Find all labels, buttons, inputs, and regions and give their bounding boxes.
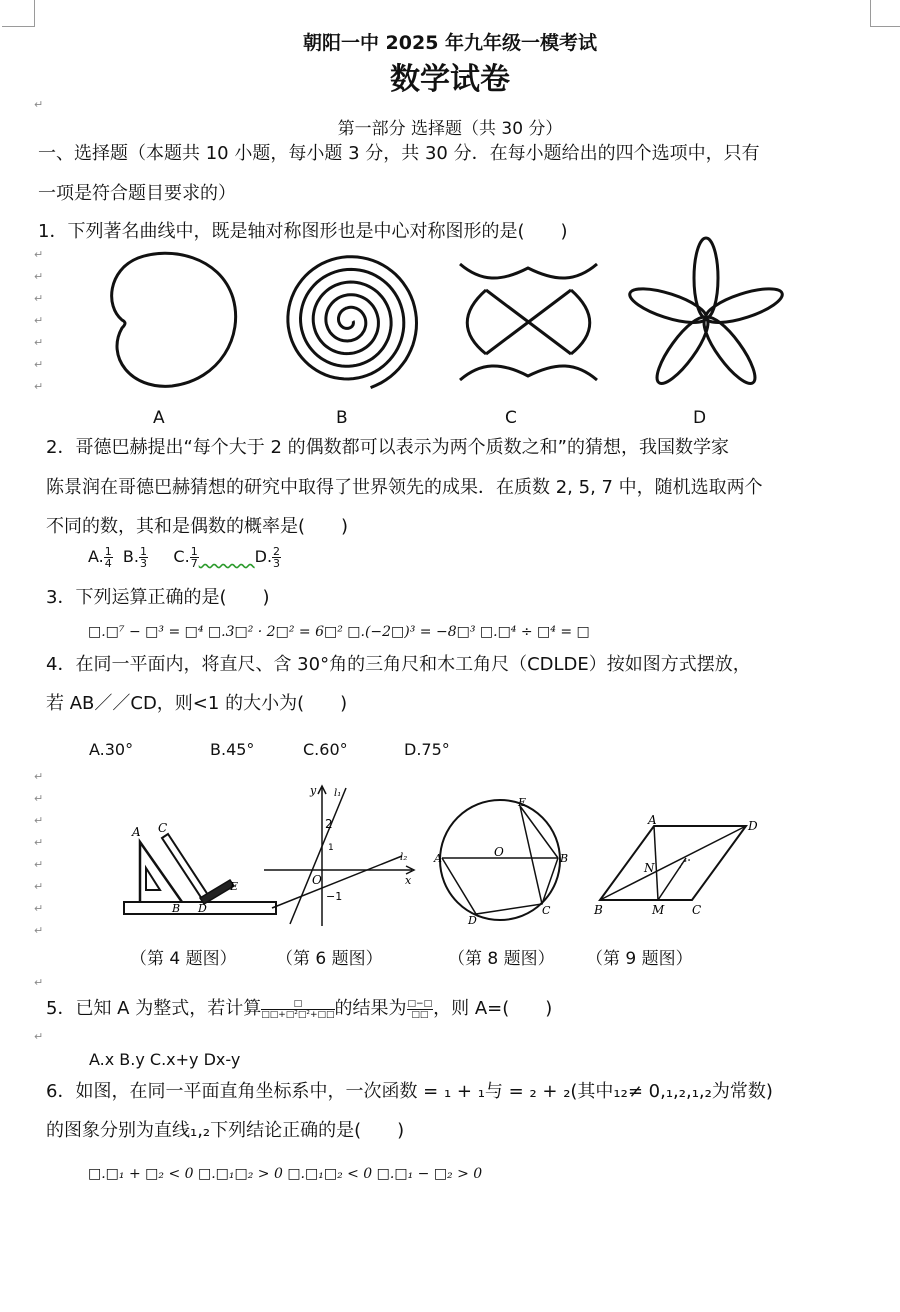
fig6-label-l2: l₂ <box>400 852 408 863</box>
subject-title: 数学试卷 <box>390 62 510 97</box>
question-4-option-b: B.45° <box>210 740 255 759</box>
fig4-label-d: D <box>198 902 207 915</box>
choice-label-c: C <box>505 408 517 428</box>
option-b-fraction: $\frac{1}{3}$ <box>139 545 147 570</box>
question-5-stem-middle: 的结果为 <box>334 998 407 1019</box>
figure-question-6 <box>262 784 422 929</box>
fig6-label-y: y <box>310 784 317 797</box>
fig6-label-minus-1: −1 <box>326 890 343 903</box>
paragraph-mark: ↵ <box>34 902 44 915</box>
fig9-label-c: C <box>692 903 702 917</box>
choice-label-d: D <box>693 408 707 428</box>
question-4-option-c: C.60° <box>303 740 348 759</box>
question-4-line-1: 4．在同一平面内，将直尺、含 30°角的三角尺和木工角尺（CDLDE）按如图方式摆放， <box>46 654 751 675</box>
five-petal-rose-curve-icon <box>630 242 780 387</box>
fig6-label-o: O <box>312 873 322 887</box>
paragraph-mark: ↵ <box>34 976 44 989</box>
crop-mark-top-right <box>870 0 900 27</box>
fig9-label-m: M <box>652 903 665 917</box>
paragraph-mark: ↵ <box>34 270 44 283</box>
paragraph-mark: ↵ <box>34 336 44 349</box>
question-4-option-a: A.30° <box>89 740 134 759</box>
option-d-fraction: $\frac{2}{3}$ <box>273 545 281 570</box>
fig6-label-l1: l₁ <box>334 788 342 799</box>
question-1-stem: 1．下列著名曲线中，既是轴对称图形也是中心对称图形的是( ) <box>38 221 568 242</box>
fig6-label-x: x <box>405 874 412 887</box>
question-5-options: A.x B.y C.x+y Dx-y <box>89 1050 241 1069</box>
question-5-stem-before: 5．已知 A 为整式，若计算 <box>46 998 262 1019</box>
paragraph-mark: ↵ <box>34 380 44 393</box>
fig9-label-d: D <box>748 819 758 833</box>
caption-figure-9: （第 9 题图） <box>586 949 693 969</box>
fig8-label-c: C <box>542 904 551 917</box>
option-c-label: C. <box>173 547 190 566</box>
instructions-line-1: 一、选择题（本题共 10 小题，每小题 3 分，共 30 分．在每小题给出的四个选项中，只有 <box>38 143 760 164</box>
question-5-fraction-2: $\frac{□-□}{□□}$ <box>407 998 433 1020</box>
fig8-label-b: B <box>560 852 569 865</box>
question-4-line-2: 若 AB／／CD，则<1 的大小为( ) <box>46 693 348 714</box>
exam-title: 朝阳一中 2025 年九年级一模考试 <box>302 32 598 54</box>
question-6-line-1: 6．如图，在同一平面直角坐标系中，一次函数 = ₁ + ₁与 = ₂ + ₂(其中₁₂≠ 0,₁,₂,₁,₂为常数) <box>46 1081 773 1102</box>
paragraph-mark: ↵ <box>34 98 44 111</box>
paragraph-mark: ↵ <box>34 858 44 871</box>
fig4-label-b: B <box>172 902 181 915</box>
fig9-label-a: A <box>648 813 657 827</box>
option-c-fraction: $\frac{1}{7}$ <box>190 545 198 570</box>
question-2-line-2: 陈景润在哥德巴赫猜想的研究中取得了世界领先的成果．在质数 2, 5, 7 中，随机选取两个 <box>46 477 763 498</box>
crop-mark-top-left <box>2 0 35 27</box>
question-5-stem-after: ，则 A=( ) <box>433 998 553 1019</box>
question-2-line-3: 不同的数，其和是偶数的概率是( ) <box>46 516 349 537</box>
fig4-label-c: C <box>158 821 168 835</box>
choice-label-a: A <box>153 408 165 428</box>
paragraph-mark: ↵ <box>34 792 44 805</box>
option-a-fraction: $\frac{1}{4}$ <box>104 545 112 570</box>
figure-question-9 <box>592 812 772 922</box>
question-5-stem <box>46 994 552 1020</box>
question-4-option-d: D.75° <box>404 740 450 759</box>
section-title: 第一部分 选择题（共 30 分） <box>337 119 563 139</box>
question-3-options: □.□⁷ − □³ = □⁴ □.3□² · 2□² = 6□² □.(−2□)³ = −8□³ □.□⁴ ÷ □⁴ = □ <box>88 624 590 640</box>
fig4-label-e: E <box>230 880 239 893</box>
question-2-line-1: 2．哥德巴赫提出“每个大于 2 的偶数都可以表示为两个质数之和”的猜想，我国数学家 <box>46 437 729 458</box>
question-6-line-2: 的图象分别为直线₁,₂下列结论正确的是( ) <box>46 1120 405 1141</box>
question-2-options <box>88 546 281 569</box>
paragraph-mark: ↵ <box>34 924 44 937</box>
caption-figure-4: （第 4 题图） <box>130 949 237 969</box>
paragraph-mark: ↵ <box>34 770 44 783</box>
paragraph-mark: ↵ <box>34 836 44 849</box>
question-6-options: □.□₁ + □₂ < 0 □.□₁□₂ > 0 □.□₁□₂ < 0 □.□₁ − □₂ > 0 <box>88 1166 483 1182</box>
option-d-label: D. <box>254 547 273 566</box>
fig6-label-1: 1 <box>328 843 334 853</box>
fig9-label-n: N <box>644 861 655 875</box>
question-3-stem: 3．下列运算正确的是( ) <box>46 587 270 608</box>
caption-figure-6: （第 6 题图） <box>276 949 383 969</box>
fig8-label-d: D <box>468 914 477 927</box>
figure-question-4 <box>120 820 280 920</box>
figure-question-8 <box>434 796 574 926</box>
paragraph-mark: ↵ <box>34 814 44 827</box>
fig9-label-b: B <box>594 903 603 917</box>
fig8-label-a: A <box>434 852 442 865</box>
fig4-label-a: A <box>132 825 141 839</box>
fig6-label-2: 2 <box>325 817 333 831</box>
paragraph-mark: ↵ <box>34 248 44 261</box>
instructions-line-2: 一项是符合题目要求的） <box>38 183 236 204</box>
option-a-label: A. <box>88 547 104 566</box>
paragraph-mark: ↵ <box>34 1030 44 1043</box>
paragraph-mark: ↵ <box>34 314 44 327</box>
spiral-curve-icon <box>274 246 424 396</box>
question-5-fraction-1: $\frac{□}{\text{□□+□²□²+□□}}$ <box>261 998 335 1020</box>
paragraph-mark: ↵ <box>34 358 44 371</box>
fig8-label-e: E <box>518 796 527 809</box>
option-b-label: B. <box>122 547 139 566</box>
caption-figure-8: （第 8 题图） <box>448 949 555 969</box>
fig8-label-o: O <box>494 845 504 859</box>
paragraph-mark: ↵ <box>34 880 44 893</box>
lemniscate-in-circle-curve-icon <box>456 252 601 392</box>
paragraph-mark: ↵ <box>34 292 44 305</box>
choice-label-b: B <box>336 408 348 428</box>
cardioid-curve-icon <box>100 248 240 393</box>
